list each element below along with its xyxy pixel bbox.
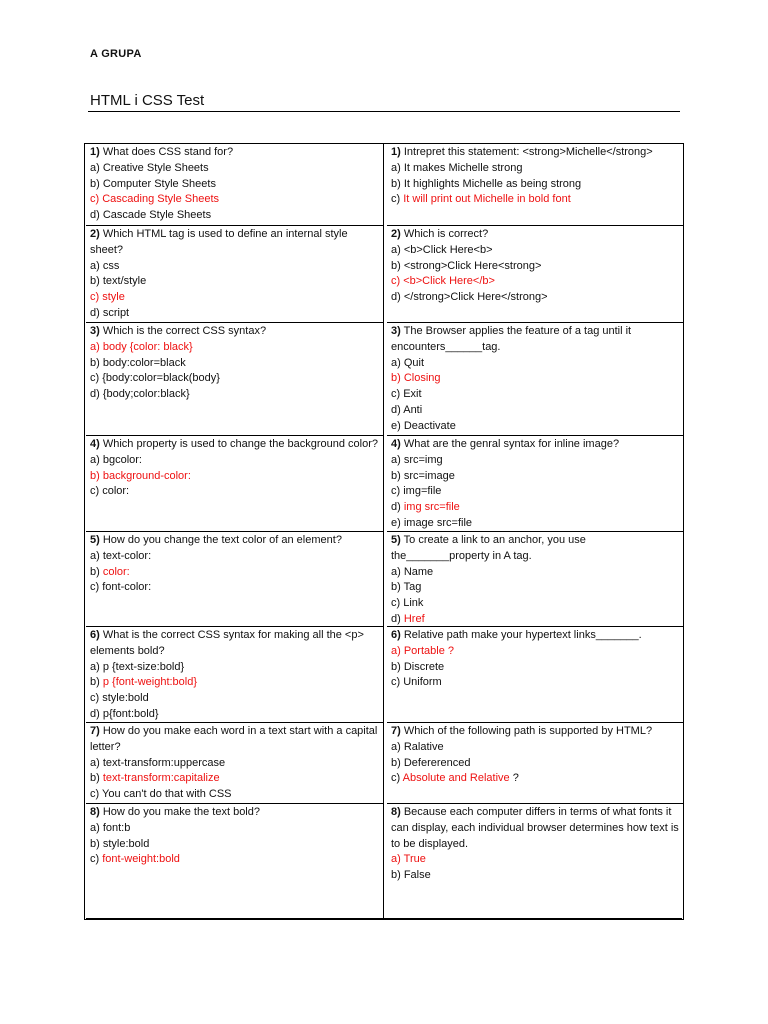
option-suffix: ? [509, 772, 519, 785]
question-cell [86, 804, 383, 918]
question-text [391, 145, 681, 161]
answer-option [90, 371, 380, 387]
correct-answer-option [90, 771, 380, 787]
question-prompt: What are the genral syntax for inline image? [400, 438, 620, 450]
question-prompt: Intrepret this statement: <strong>Michelle</strong> [400, 146, 653, 158]
answer-option [391, 403, 681, 419]
answer-option [90, 453, 380, 469]
option-text: b) Defererenced [391, 756, 471, 769]
option-text: text-transform:capitalize [102, 772, 220, 785]
question-number: 2) [391, 228, 401, 240]
answer-option [391, 161, 681, 177]
right-question-column [387, 144, 684, 918]
answer-option [391, 596, 681, 612]
question-prompt: Because each computer differs in terms of what fonts it can display, each individual browser determines how text is to be displayed. [391, 806, 679, 850]
option-text: c) font-color: [90, 581, 152, 594]
answer-option [391, 453, 681, 469]
table-column-divider [383, 143, 384, 918]
question-cell [387, 144, 684, 226]
option-text: b) False [391, 869, 431, 882]
answer-option [90, 660, 380, 676]
correct-answer-option [90, 290, 380, 306]
option-text: c) color: [90, 485, 130, 498]
correct-answer-option [90, 675, 380, 691]
option-text: b) src=image [391, 469, 455, 482]
question-text [90, 724, 380, 756]
question-number: 2) [90, 228, 100, 240]
option-text: d) </strong>Click Here</strong> [391, 291, 548, 304]
question-number: 8) [391, 806, 401, 818]
answer-option [90, 259, 380, 275]
answer-option [391, 516, 681, 532]
answer-option [391, 177, 681, 193]
question-text [391, 227, 681, 243]
correct-answer-option [90, 565, 380, 581]
option-letter: d) [391, 612, 404, 625]
option-text: c) Cascading Style Sheets [90, 193, 220, 206]
option-text: a) Portable ? [391, 644, 454, 657]
correct-answer-option [90, 192, 380, 208]
option-text: b) Tag [391, 581, 422, 594]
answer-option [90, 549, 380, 565]
option-text: a) text-transform:uppercase [90, 756, 226, 769]
option-text: a) Quit [391, 356, 425, 369]
question-text [391, 805, 681, 852]
answer-option [391, 756, 681, 772]
question-number: 6) [90, 629, 100, 641]
question-prompt: Which HTML tag is used to define an internal style sheet? [90, 228, 348, 256]
answer-option [391, 387, 681, 403]
question-number: 6) [391, 629, 401, 641]
answer-option [391, 484, 681, 500]
correct-answer-option [90, 340, 380, 356]
correct-answer-option [391, 852, 681, 868]
option-text: a) True [391, 853, 426, 866]
option-text: Href [403, 612, 425, 625]
answer-option [391, 868, 681, 884]
question-number: 3) [391, 325, 401, 337]
table-bottom-line [86, 918, 682, 919]
option-text: d) p{font:bold} [90, 707, 159, 720]
question-cell [387, 532, 684, 627]
question-text [90, 628, 380, 660]
question-number: 1) [90, 146, 100, 158]
option-text: a) It makes Michelle strong [391, 161, 523, 174]
option-text: font-weight:bold [102, 853, 180, 866]
option-text: img src=file [403, 501, 460, 514]
question-text [90, 324, 380, 340]
correct-answer-option [90, 469, 380, 485]
question-prompt: How do you make each word in a text start with a capital letter? [90, 725, 378, 753]
question-prompt: What does CSS stand for? [99, 146, 234, 158]
option-text: a) <b>Click Here<b> [391, 243, 493, 256]
answer-option [90, 274, 380, 290]
option-text: a) Ralative [391, 740, 444, 753]
option-text: c) You can't do that with CSS [90, 788, 232, 801]
correct-answer-option [391, 192, 681, 208]
option-text: c) style:bold [90, 692, 149, 705]
answer-option [90, 821, 380, 837]
answer-option [90, 580, 380, 596]
correct-answer-option [391, 371, 681, 387]
question-prompt: How do you make the text bold? [99, 806, 260, 818]
answer-option [391, 243, 681, 259]
correct-answer-option [391, 274, 681, 290]
option-text: a) src=img [391, 453, 443, 466]
option-text: d) Cascade Style Sheets [90, 209, 212, 222]
option-text: a) Creative Style Sheets [90, 161, 209, 174]
option-text: a) body {color: black} [90, 340, 193, 353]
question-text [90, 437, 380, 453]
answer-option [90, 756, 380, 772]
option-text: b) Closing [391, 372, 441, 385]
option-text: e) image src=file [391, 516, 473, 529]
option-text: b) text/style [90, 275, 147, 288]
option-text: c) style [90, 291, 125, 304]
option-text: b) It highlights Michelle as being strong [391, 177, 582, 190]
correct-answer-option [90, 852, 380, 868]
question-cell [387, 723, 684, 804]
question-cell [86, 436, 383, 532]
answer-option [90, 787, 380, 803]
option-letter: c) [391, 193, 404, 206]
option-text: c) Link [391, 597, 424, 610]
option-text: Absolute and Relative [402, 772, 510, 785]
question-number: 7) [90, 725, 100, 737]
question-prompt: To create a link to an anchor, you use the_______property in A tag. [391, 534, 586, 562]
question-prompt: Which is correct? [400, 228, 489, 240]
option-text: c) Exit [391, 388, 422, 401]
question-prompt: What is the correct CSS syntax for making all the <p> elements bold? [90, 629, 364, 657]
question-cell [86, 532, 383, 627]
answer-option [90, 691, 380, 707]
option-text: b) Discrete [391, 660, 445, 673]
test-title: HTML i CSS Test [90, 92, 205, 109]
answer-option [391, 290, 681, 306]
question-cell [86, 627, 383, 723]
question-number: 1) [391, 146, 401, 158]
answer-option [391, 675, 681, 691]
option-text: p {font-weight:bold} [102, 676, 198, 689]
option-text: b) <strong>Click Here<strong> [391, 259, 542, 272]
question-prompt: The Browser applies the feature of a tag until it encounters______tag. [391, 325, 632, 353]
question-text [90, 805, 380, 821]
answer-option [391, 740, 681, 756]
question-prompt: Which property is used to change the background color? [99, 438, 378, 450]
option-letter: d) [391, 501, 404, 514]
answer-option [90, 484, 380, 500]
question-text [90, 533, 380, 549]
option-letter: b) [90, 565, 103, 578]
answer-option [90, 837, 380, 853]
option-text: c) img=file [391, 485, 442, 498]
answer-option [90, 306, 380, 322]
option-text: c) <b>Click Here</b> [391, 275, 495, 288]
answer-option [90, 161, 380, 177]
option-text: d) script [90, 306, 130, 319]
question-prompt: How do you change the text color of an element? [99, 534, 342, 546]
option-text: a) bgcolor: [90, 453, 142, 466]
group-label: A GRUPA [90, 48, 142, 60]
correct-answer-option [391, 500, 681, 516]
answer-option [391, 419, 681, 435]
question-prompt: Which is the correct CSS syntax? [99, 325, 267, 337]
question-number: 8) [90, 806, 100, 818]
question-cell [86, 723, 383, 804]
answer-option [90, 707, 380, 723]
question-text [391, 533, 681, 565]
question-number: 7) [391, 725, 401, 737]
option-letter: c) [90, 853, 103, 866]
question-text [90, 145, 380, 161]
answer-option [391, 259, 681, 275]
option-text: color: [102, 565, 130, 578]
question-cell [387, 323, 684, 436]
option-text: d) {body;color:black} [90, 388, 190, 401]
answer-option [391, 660, 681, 676]
correct-answer-option [391, 612, 681, 627]
left-question-column [86, 144, 383, 918]
option-text: c) {body:color=black(body} [90, 372, 220, 385]
answer-option [90, 387, 380, 403]
answer-option [90, 177, 380, 193]
question-cell [86, 226, 383, 323]
option-text: e) Deactivate [391, 419, 456, 432]
question-prompt: Relative path make your hypertext links_______. [400, 629, 642, 641]
question-text [90, 227, 380, 259]
question-cell [387, 627, 684, 723]
question-text [391, 324, 681, 356]
question-number: 5) [90, 534, 100, 546]
question-text [391, 437, 681, 453]
option-text: a) font:b [90, 821, 131, 834]
question-cell [387, 226, 684, 323]
option-text: a) Name [391, 565, 434, 578]
option-text: a) text-color: [90, 549, 152, 562]
correct-answer-option [391, 771, 681, 787]
option-text: a) p {text-size:bold} [90, 660, 185, 673]
answer-option [391, 565, 681, 581]
question-text [391, 724, 681, 740]
option-text: b) Computer Style Sheets [90, 177, 216, 190]
option-text: a) css [90, 259, 120, 272]
title-underline [88, 111, 680, 112]
question-cell [86, 144, 383, 226]
option-text: b) style:bold [90, 837, 150, 850]
correct-answer-option [391, 644, 681, 660]
option-text: b) background-color: [90, 469, 191, 482]
option-text: c) Uniform [391, 676, 442, 689]
question-text [391, 628, 681, 644]
answer-option [391, 580, 681, 596]
question-cell [387, 436, 684, 532]
question-number: 4) [90, 438, 100, 450]
question-prompt: Which of the following path is supported by HTML? [400, 725, 653, 737]
question-number: 5) [391, 534, 401, 546]
answer-option [90, 356, 380, 372]
question-number: 3) [90, 325, 100, 337]
answer-option [391, 356, 681, 372]
option-text: d) Anti [391, 403, 423, 416]
answer-option [391, 469, 681, 485]
question-cell [387, 804, 684, 918]
option-letter: b) [90, 772, 103, 785]
answer-option [90, 208, 380, 224]
question-cell [86, 323, 383, 436]
question-number: 4) [391, 438, 401, 450]
option-letter: c) [391, 772, 403, 785]
option-letter: b) [90, 676, 103, 689]
option-text: It will print out Michelle in bold font [403, 193, 571, 206]
option-text: b) body:color=black [90, 356, 186, 369]
